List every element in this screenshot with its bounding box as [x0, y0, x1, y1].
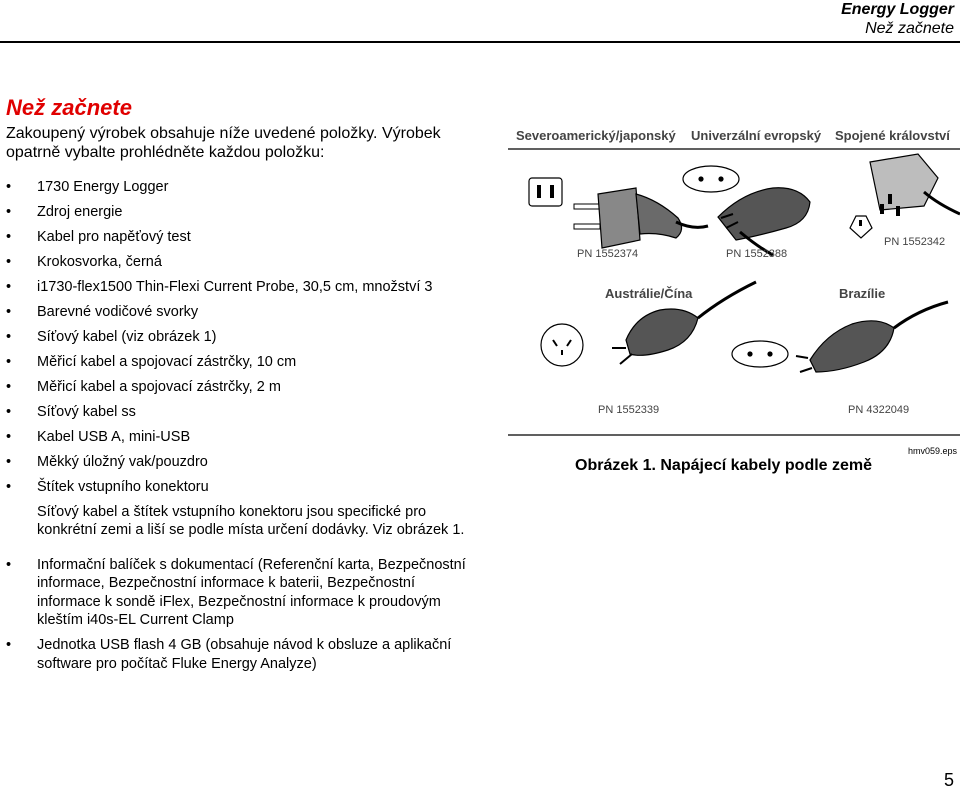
bullet: •: [6, 354, 12, 370]
bullet: •: [6, 254, 12, 270]
bullet: •: [6, 329, 12, 345]
bullet: •: [6, 379, 12, 395]
label-united-kingdom: Spojené království: [835, 128, 950, 143]
bullet: •: [6, 279, 12, 295]
section-title: Než začnete: [6, 95, 132, 120]
bullet: •: [6, 479, 12, 495]
pn-australia-china: PN 1552339: [598, 404, 660, 416]
list-item: • Kabel pro napěťový test: [6, 229, 191, 245]
label-australia-china: Austrálie/Čína: [605, 286, 693, 301]
bullet: •: [6, 637, 12, 653]
list-item: • Kabel USB A, mini-USB: [6, 429, 191, 445]
list-item: • Síťový kabel (viz obrázek 1): [6, 329, 217, 345]
list-item: • i1730-flex1500 Thin-Flexi Current Probe, 30,5 cm, množství 3: [6, 279, 433, 295]
bullet: •: [6, 429, 12, 445]
header-rule: [0, 41, 960, 43]
package-contents-list: [0, 178, 470, 680]
bullet: •: [6, 204, 12, 220]
label-universal-european: Univerzální evropský: [691, 128, 822, 143]
list-item: • Zdroj energie: [6, 204, 123, 220]
pn-north-american: PN 1552374: [577, 248, 639, 260]
bullet: •: [6, 404, 12, 420]
intro-text: Zakoupený výrobek obsahuje níže uvedené položky. Výrobek opatrně vybalte prohlédněte každou položku:: [6, 125, 441, 161]
pn-brazil: PN 4322049: [848, 404, 910, 416]
na-plug-icon: [529, 178, 708, 248]
running-header: [841, 0, 954, 38]
list-item: • Jednotka USB flash 4 GB (obsahuje návod k obsluze a aplikační software pro počítač Fluke Energy Analyze): [6, 637, 452, 672]
label-north-american: Severoamerický/japonský: [516, 128, 676, 143]
list-item: • Informační balíček s dokumentací (Referenční karta, Bezpečnostní informace, Bezpečnostní informace k baterii, Bezpečnostní informace k sondě iFlex, Bezpečnostní informace k proudovým kleštím i40s-EL Current Clamp: [6, 556, 466, 628]
bullet: •: [6, 454, 12, 470]
header-section: Než začnete: [865, 20, 954, 37]
bullet: •: [6, 556, 12, 573]
list-item: • Měkký úložný vak/pouzdro: [6, 454, 208, 470]
bullet: •: [6, 229, 12, 245]
list-item: • 1730 Energy Logger: [6, 179, 169, 195]
br-plug-icon: [732, 302, 948, 372]
bullet: •: [6, 179, 12, 195]
item-note: Síťový kabel a štítek vstupního konektoru jsou specifické pro konkrétní zemi a liší se podle místa určení dodávky. Viz obrázek 1.: [37, 503, 465, 538]
list-item: • Síťový kabel ss: [6, 404, 136, 420]
uk-plug-icon: [850, 154, 960, 238]
eu-plug-icon: [683, 166, 810, 255]
label-brazil: Brazílie: [839, 286, 886, 301]
power-cords-drawing: [508, 122, 960, 492]
figure-id: hmv059.eps: [908, 446, 958, 456]
list-item: • Měřicí kabel a spojovací zástrčky, 2 m: [6, 379, 281, 395]
page-number: 5: [943, 770, 954, 790]
list-item: • Krokosvorka, černá: [6, 254, 162, 270]
bullet: •: [6, 304, 12, 320]
figure-caption: Obrázek 1. Napájecí kabely podle země: [575, 457, 873, 474]
pn-universal-european: PN 1552388: [726, 248, 788, 260]
header-title: Energy Logger: [841, 1, 954, 18]
list-item: • Měřicí kabel a spojovací zástrčky, 10 cm: [6, 354, 297, 370]
list-item: • Barevné vodičové svorky: [6, 304, 199, 320]
pn-united-kingdom: PN 1552342: [884, 236, 946, 248]
list-item: • Štítek vstupního konektoru Síťový kabel a štítek vstupního konektoru jsou specifické pro konkrétní zemi a liší se podle místa určení dodávky. Viz obrázek 1.: [0, 478, 470, 540]
power-cords-figure: [508, 122, 960, 492]
